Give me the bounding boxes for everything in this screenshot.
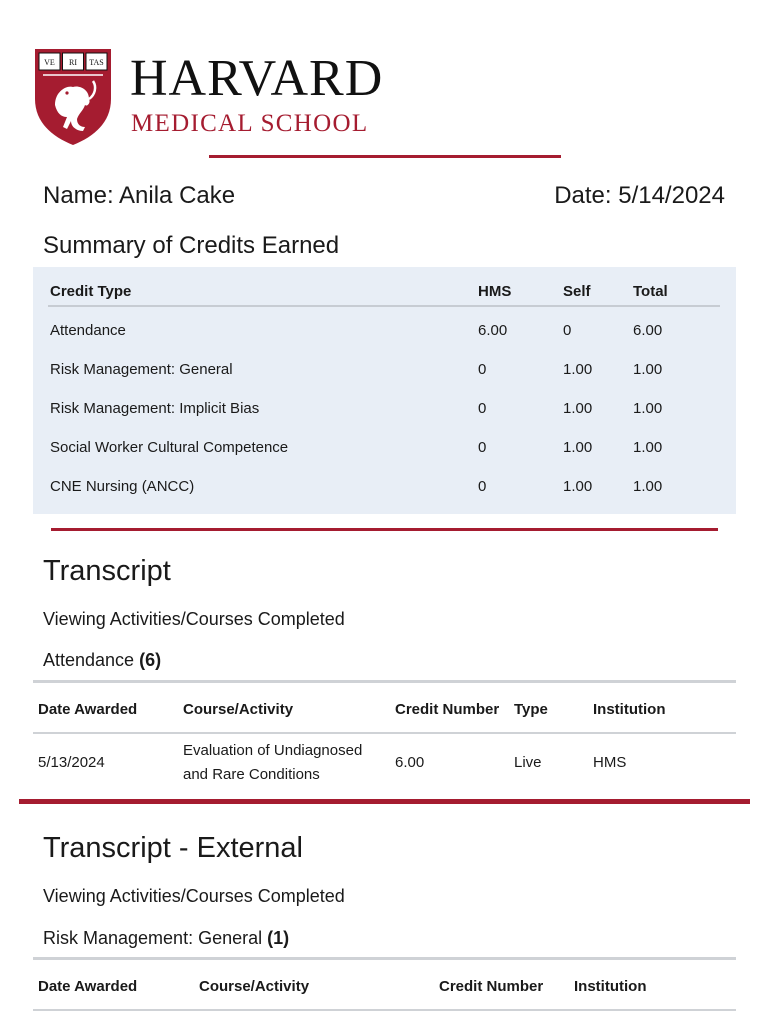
svg-text:TAS: TAS [89,58,104,67]
logo-divider [209,155,561,158]
external-header-divider [33,1009,736,1011]
activity-type: Live [514,754,542,771]
credit-type: Social Worker Cultural Competence [50,439,289,456]
transcript-subtitle: Viewing Activities/Courses Completed [43,609,345,629]
group-count: (6) [139,650,162,670]
group-count: (1) [267,928,290,948]
external-transcript-title: Transcript - External [43,832,303,864]
summary-row [33,399,736,419]
col-course-activity: Course/Activity [183,701,294,718]
hms-credits: 0 [478,439,487,456]
harvard-wordmark: HARVARD [130,50,384,107]
total-credits: 1.00 [633,439,663,456]
hms-credits: 0 [478,400,487,417]
credit-number: 6.00 [395,754,425,771]
total-credits: 1.00 [633,361,663,378]
credit-type: CNE Nursing (ANCC) [50,478,195,495]
credit-type: Risk Management: General [50,361,233,378]
learner-name: Name: Anila Cake [43,182,236,209]
credit-type: Attendance [50,322,126,339]
summary-row [33,321,736,341]
col-course-activity: Course/Activity [199,978,310,995]
group-label: Risk Management: General [43,928,263,948]
course-title-line-2: and Rare Conditions [183,766,320,783]
external-transcript-subtitle: Viewing Activities/Courses Completed [43,886,345,906]
hms-credits: 6.00 [478,322,508,339]
summary-header-row [33,282,736,302]
summary-row [33,477,736,497]
svg-text:VE: VE [44,58,55,67]
col-hms: HMS [478,283,512,300]
col-type: Type [514,701,548,718]
group-label: Attendance [43,650,135,670]
summary-row [33,438,736,458]
external-table-top-rule [33,957,736,960]
transcript-group-heading [43,648,161,672]
summary-title: Summary of Credits Earned [43,232,340,259]
col-date-awarded: Date Awarded [38,978,138,995]
self-credits: 1.00 [563,478,593,495]
col-institution: Institution [574,978,647,995]
svg-text:RI: RI [69,58,77,67]
credit-type: Risk Management: Implicit Bias [50,400,260,417]
col-self: Self [563,283,591,300]
summary-divider [51,528,718,531]
self-credits: 1.00 [563,439,593,456]
hms-credits: 0 [478,478,487,495]
external-group-heading [43,926,289,950]
col-total: Total [633,283,668,300]
transcript-header-divider [33,732,736,734]
self-credits: 0 [563,322,572,339]
self-credits: 1.00 [563,361,593,378]
self-credits: 1.00 [563,400,593,417]
hms-credits: 0 [478,361,487,378]
medical-school-wordmark: MEDICAL SCHOOL [131,110,369,137]
credits-summary-table [33,267,736,514]
col-credit-type: Credit Type [50,283,132,300]
col-institution: Institution [593,701,666,718]
report-date: Date: 5/14/2024 [554,182,725,209]
transcript-table-top-rule [33,680,736,683]
transcript-title: Transcript [43,555,171,587]
summary-row [33,360,736,380]
institution: HMS [593,754,627,771]
total-credits: 1.00 [633,400,663,417]
col-date-awarded: Date Awarded [38,701,138,718]
harvard-shield-icon [33,47,113,147]
total-credits: 1.00 [633,478,663,495]
course-title-line-1: Evaluation of Undiagnosed [183,742,363,759]
total-credits: 6.00 [633,322,663,339]
col-credit-number: Credit Number [395,701,500,718]
summary-header-divider [48,305,720,307]
date-awarded: 5/13/2024 [38,754,105,771]
transcript-divider [19,799,750,804]
col-credit-number: Credit Number [439,978,544,995]
harvard-medical-school-logo [33,47,423,147]
